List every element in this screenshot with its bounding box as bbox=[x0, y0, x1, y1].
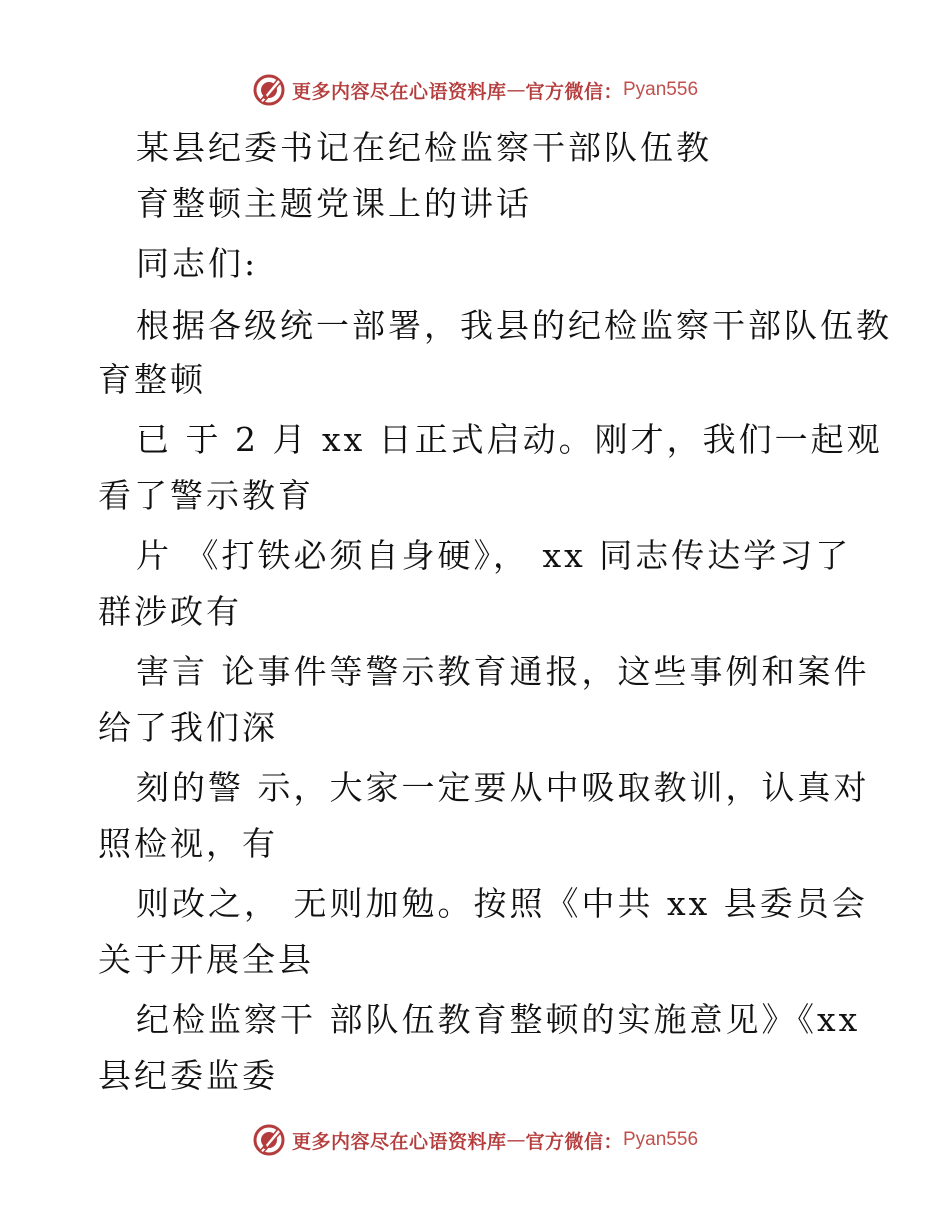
paragraph-line: 看了警示教育 bbox=[98, 476, 314, 515]
paragraph-line: 刻的警 示，大家一定要从中吸取教训，认真对 bbox=[136, 768, 870, 807]
title-line-2: 育整顿主题党课上的讲话 bbox=[136, 184, 532, 223]
paragraph-line: 关于开展全县 bbox=[98, 940, 314, 979]
watermark-separator: — bbox=[506, 79, 526, 101]
paragraph-line: 片 《打铁必须自身硬》， xx 同志传达学习了 bbox=[136, 536, 852, 575]
header-watermark bbox=[0, 70, 950, 110]
watermark-official-label: 官方微信： bbox=[525, 1130, 623, 1153]
paragraph-line: 害言 论事件等警示教育通报，这些事例和案件 bbox=[136, 652, 870, 691]
salutation: 同志们: bbox=[136, 244, 259, 283]
watermark-main-text: 更多内容尽在心语资料库 bbox=[291, 1130, 507, 1153]
watermark-separator: — bbox=[506, 1129, 526, 1151]
watermark-wechat-id: Pyan556 bbox=[623, 79, 699, 100]
quill-logo-icon bbox=[252, 73, 286, 107]
paragraph-line: 已 于 2 月 xx 日正式启动。刚才，我们一起观 bbox=[136, 420, 883, 459]
watermark-official-label: 官方微信： bbox=[525, 80, 623, 103]
title-line-1: 某县纪委书记在纪检监察干部队伍教 bbox=[136, 128, 712, 167]
paragraph-line: 县纪委监委 bbox=[98, 1056, 278, 1095]
quill-logo-icon bbox=[252, 1123, 286, 1157]
paragraph-line: 则改之， 无则加勉。按照《中共 xx 县委员会 bbox=[136, 884, 868, 923]
paragraph-line: 育整顿 bbox=[98, 360, 206, 399]
paragraph-line: 照检视，有 bbox=[98, 824, 278, 863]
paragraph-line: 根据各级统一部署，我县的纪检监察干部队伍教 bbox=[136, 306, 892, 345]
watermark-wechat-id: Pyan556 bbox=[623, 1129, 699, 1150]
footer-watermark bbox=[0, 1120, 950, 1160]
paragraph-line: 给了我们深 bbox=[98, 708, 278, 747]
paragraph-line: 群涉政有 bbox=[98, 592, 242, 631]
paragraph-line: 纪检监察干 部队伍教育整顿的实施意见》《xx bbox=[136, 1000, 861, 1039]
watermark-main-text: 更多内容尽在心语资料库 bbox=[291, 80, 507, 103]
